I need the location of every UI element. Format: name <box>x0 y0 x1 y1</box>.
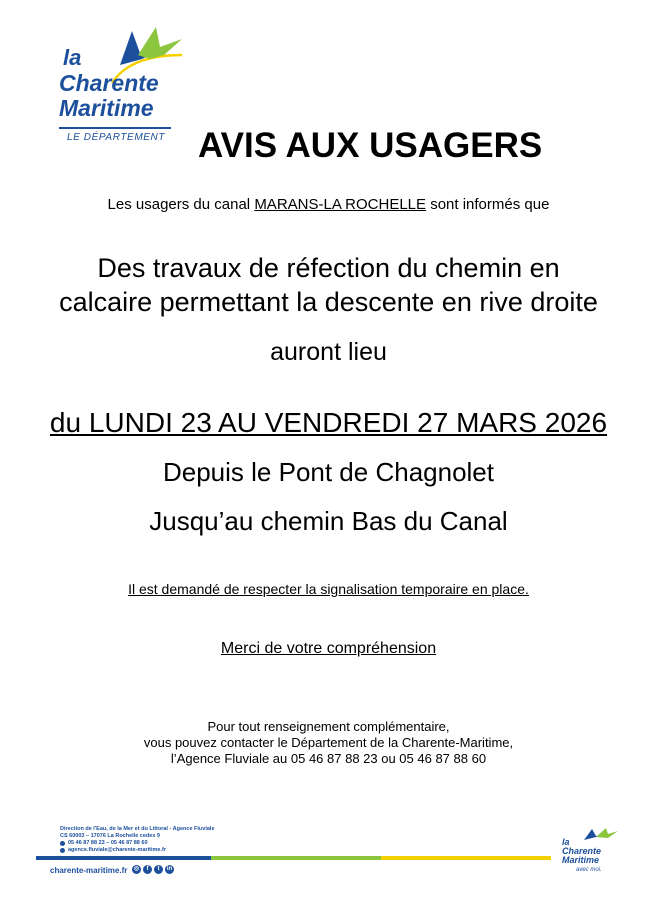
phone-icon <box>60 841 65 846</box>
contact-line-1: Pour tout renseignement complémentaire, <box>207 719 450 734</box>
social-icons <box>132 865 174 874</box>
email-icon <box>60 848 65 853</box>
twitter-icon[interactable]: t <box>154 865 163 874</box>
thanks-message: Merci de votre compréhension <box>220 640 437 657</box>
notice-intro <box>0 196 657 213</box>
instagram-icon[interactable]: ◎ <box>133 866 140 872</box>
footer-direction: Direction de l'Eau, de la Mer et du Littoral - Agence Fluviale <box>60 826 215 832</box>
signage-notice: Il est demandé de respecter la signalisation temporaire en place. <box>128 581 529 597</box>
works-line-2: calcaire permettant la descente en rive droite <box>59 287 598 317</box>
works-line-1: Des travaux de réfection du chemin en <box>97 253 560 283</box>
footer-address: CS 60003 – 17076 La Rochelle cedex 9 <box>60 833 160 839</box>
footer-email[interactable]: agence.fluviale@charente-maritime.fr <box>68 847 166 853</box>
footer-bar-blue <box>36 856 211 860</box>
contact-line-2: vous pouvez contacter le Département de la Charente-Maritime, <box>143 735 514 750</box>
footer-bar-green <box>211 856 381 860</box>
footer-logo-word-maritime: Maritime <box>562 855 600 865</box>
footer-birds-icon <box>582 828 622 842</box>
footer-phone: 05 46 87 88 23 – 05 46 87 88 60 <box>68 840 148 846</box>
works-dates: du LUNDI 23 AU VENDREDI 27 MARS 2026 <box>49 407 608 438</box>
intro-text-before: Les usagers du canal <box>107 196 255 213</box>
contact-info <box>0 719 657 767</box>
footer-logo-word-la: la <box>562 837 570 847</box>
department-logo <box>55 25 195 150</box>
footer-logo-word-charente: Charente <box>562 846 602 856</box>
footer-logo-tagline: avec moi. <box>576 867 602 873</box>
notice-title: AVIS AUX USAGERS <box>198 126 543 165</box>
start-location: Depuis le Pont de Chagnolet <box>162 457 494 487</box>
end-location: Jusqu’au chemin Bas du Canal <box>149 506 508 536</box>
canal-name: MARANS-LA ROCHELLE <box>254 196 427 213</box>
footer-email-row <box>60 847 215 854</box>
intro-text-after: sont informés que <box>426 196 550 213</box>
footer-address-block <box>60 826 215 854</box>
logo-subtitle: LE DÉPARTEMENT <box>67 132 166 143</box>
footer-logo <box>560 828 630 876</box>
footer-bar-yellow <box>381 856 551 860</box>
auront-lieu: auront lieu <box>270 338 387 366</box>
works-description <box>0 251 657 319</box>
logo-word-charente: Charente <box>59 70 159 96</box>
contact-line-3: l’Agence Fluviale au 05 46 87 88 23 ou 05 46 87 88 60 <box>170 751 487 766</box>
facebook-icon[interactable]: f <box>143 865 152 874</box>
footer-color-bar <box>36 856 551 860</box>
logo-divider <box>59 127 171 129</box>
logo-word-la: la <box>63 45 82 70</box>
website-link[interactable]: charente-maritime.fr <box>50 866 128 875</box>
logo-word-maritime: Maritime <box>59 95 154 121</box>
footer-phone-row <box>60 840 215 847</box>
linkedin-icon[interactable]: in <box>166 866 173 872</box>
